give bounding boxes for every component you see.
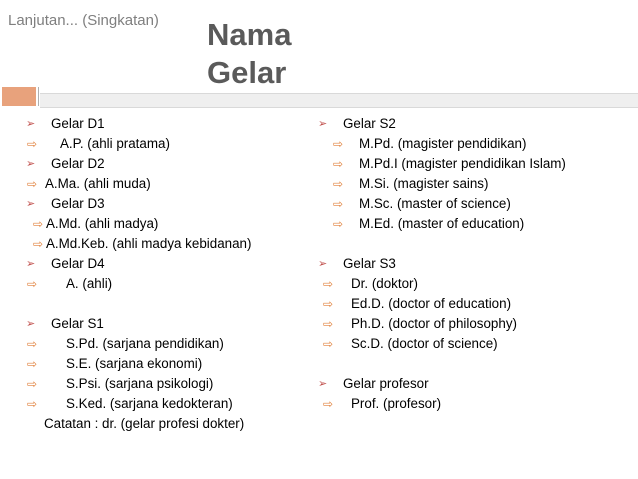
heading-text: Gelar D3 — [51, 196, 105, 211]
item-text: Ph.D. (doctor of philosophy) — [351, 316, 517, 331]
item-text: A.Md.Keb. (ahli madya kebidanan) — [46, 236, 252, 251]
heading-text: Gelar S3 — [343, 256, 396, 271]
bullet-icon: ➢ — [318, 258, 328, 270]
item-text: S.Psi. (sarjana psikologi) — [66, 376, 214, 391]
item-text: A.P. (ahli pratama) — [60, 136, 170, 151]
item-text: M.Pd.I (magister pendidikan Islam) — [359, 156, 566, 171]
item-text: Sc.D. (doctor of science) — [351, 336, 498, 351]
bullet-icon: ➢ — [26, 118, 36, 130]
heading-text: Gelar profesor — [343, 376, 429, 391]
divider-line — [38, 87, 39, 106]
arrow-icon: ⇨ — [27, 377, 38, 391]
item-text: M.Si. (magister sains) — [359, 176, 489, 191]
arrow-icon: ⇨ — [323, 337, 334, 351]
item-text: S.Ked. (sarjana kedokteran) — [66, 396, 233, 411]
item-text: M.Pd. (magister pendidikan) — [359, 136, 527, 151]
heading-text: Gelar S1 — [51, 316, 104, 331]
arrow-icon: ⇨ — [333, 217, 344, 231]
arrow-icon: ⇨ — [27, 397, 38, 411]
item-text: S.E. (sarjana ekonomi) — [66, 356, 203, 371]
item-text: M.Ed. (master of education) — [359, 216, 525, 231]
note-text: Catatan : dr. (gelar profesi dokter) — [44, 416, 245, 431]
arrow-icon: ⇨ — [27, 337, 38, 351]
header-rule — [40, 93, 638, 108]
arrow-icon: ⇨ — [333, 197, 344, 211]
title-line-2: Gelar — [207, 55, 287, 90]
bullet-icon: ➢ — [26, 258, 36, 270]
arrow-icon: ⇨ — [27, 137, 38, 151]
heading-text: Gelar D4 — [51, 256, 105, 271]
arrow-icon: ⇨ — [27, 277, 38, 291]
item-text: Ed.D. (doctor of education) — [351, 296, 512, 311]
slide-subtitle: Lanjutan... (Singkatan) — [8, 12, 159, 29]
bullet-icon: ➢ — [26, 158, 36, 170]
arrow-icon: ⇨ — [333, 177, 344, 191]
arrow-icon: ⇨ — [33, 237, 44, 251]
arrow-icon: ⇨ — [323, 317, 334, 331]
heading-text: Gelar D2 — [51, 156, 105, 171]
arrow-icon: ⇨ — [33, 217, 44, 231]
bullet-icon: ➢ — [318, 118, 328, 130]
accent-bar — [2, 87, 36, 106]
bullet-icon: ➢ — [26, 198, 36, 210]
slide-title — [207, 16, 291, 92]
arrow-icon: ⇨ — [27, 177, 38, 191]
item-text: A.Md. (ahli madya) — [46, 216, 159, 231]
arrow-icon: ⇨ — [323, 277, 334, 291]
item-text: S.Pd. (sarjana pendidikan) — [66, 336, 224, 351]
bullet-icon: ➢ — [318, 378, 328, 390]
item-text: Prof. (profesor) — [351, 396, 442, 411]
arrow-icon: ⇨ — [333, 137, 344, 151]
arrow-icon: ⇨ — [323, 397, 334, 411]
arrow-icon: ⇨ — [323, 297, 334, 311]
arrow-icon: ⇨ — [27, 357, 38, 371]
heading-text: Gelar S2 — [343, 116, 396, 131]
item-text: A. (ahli) — [66, 276, 113, 291]
item-text: A.Ma. (ahli muda) — [45, 176, 151, 191]
item-text: Dr. (doktor) — [351, 276, 418, 291]
title-line-1: Nama — [207, 17, 292, 52]
bullet-icon: ➢ — [26, 318, 36, 330]
arrow-icon: ⇨ — [333, 157, 344, 171]
heading-text: Gelar D1 — [51, 116, 105, 131]
item-text: M.Sc. (master of science) — [359, 196, 511, 211]
